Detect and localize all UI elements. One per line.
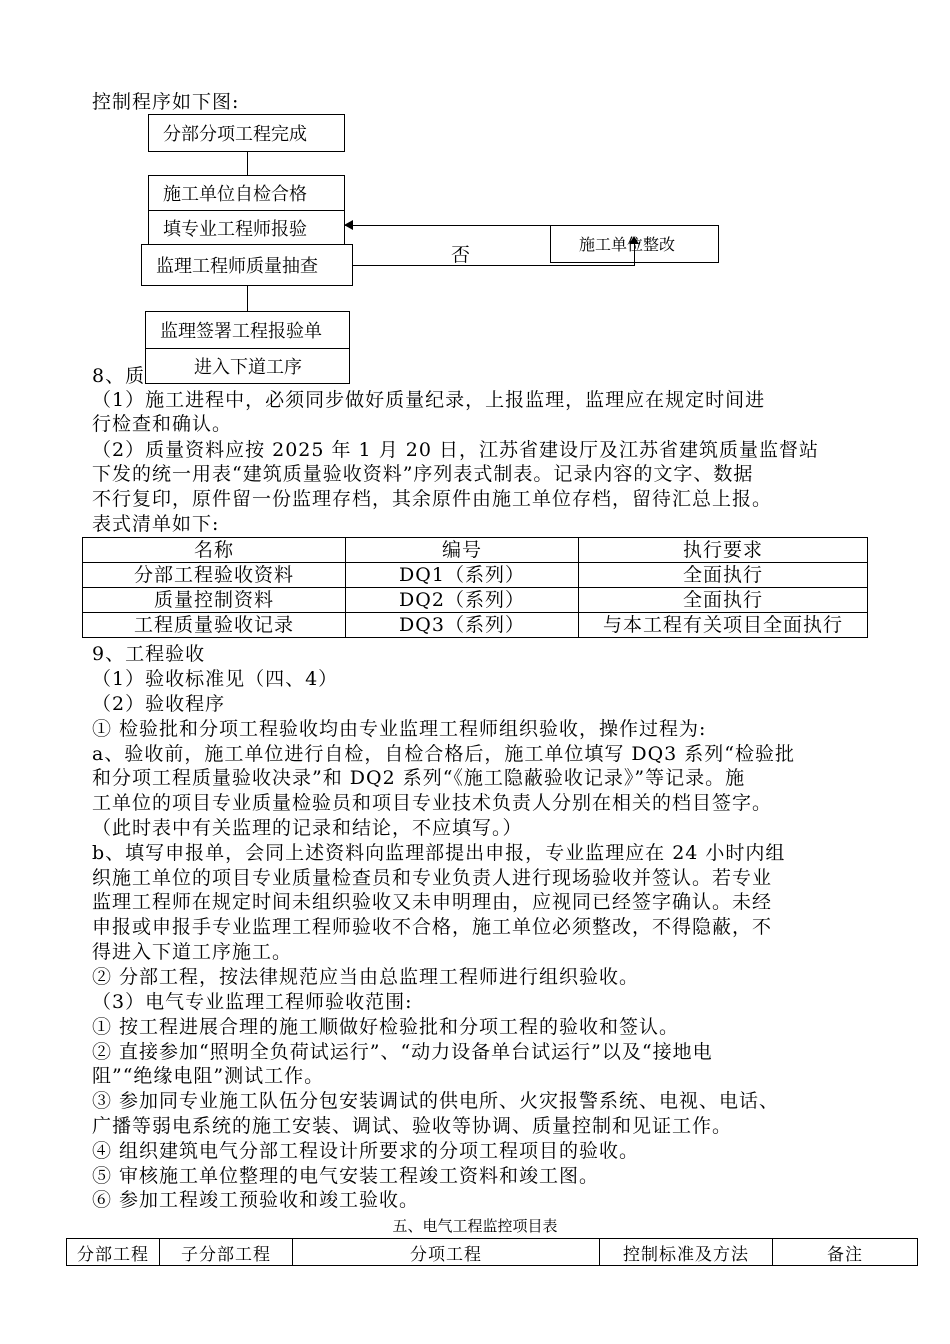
section9-line: ③ 参加同专业施工队伍分包安装调试的供电所、火灾报警系统、电视、电话、 [92,1090,780,1112]
table-row [83,563,868,588]
reject-line [353,265,635,266]
flow-no-label: 否 [451,244,471,266]
forms-table [82,537,868,638]
table-header-row [83,538,868,563]
header-standard: 控制标准及方法 [600,1239,773,1266]
section8-heading: 8、质 [92,365,146,387]
section9-line: 9、工程验收 [92,643,206,665]
header-name: 名称 [83,538,346,563]
table-cell: DQ1（系列） [346,563,579,588]
header-subdivision: 子分部工程 [160,1239,293,1266]
flow-step-selfcheck: 施工单位自检合格 [148,175,345,211]
section9-line: ④ 组织建筑电气分部工程设计所要求的分项工程项目的验收。 [92,1140,640,1162]
section9-line: 阻”“绝缘电阻”测试工作。 [92,1065,325,1087]
flowchart-intro: 控制程序如下图: [92,91,240,113]
table-cell: 工程质量验收记录 [83,613,346,638]
section9-line: a、验收前，施工单位进行自检，自检合格后，施工单位填写 DQ3 系列“检验批 [92,743,796,765]
section9-line: （1）验收标准见（四、4） [92,668,339,690]
section9-line: 和分项工程质量验收决录”和 DQ2 系列“《施工隐蔽验收记录》”等记录。施 [92,767,746,789]
section9-line: ② 分部工程，按法律规范应当由总监理工程师进行组织验收。 [92,966,640,988]
connector-2 [247,286,248,312]
section9-line: 工单位的项目专业质量检验员和项目专业技术负责人分别在相关的档目签字。 [92,792,773,814]
section9-line: ② 直接参加“照明全负荷试运行”、“动力设备单台试运行”以及“接地电 [92,1041,713,1063]
monitor-table [66,1238,918,1266]
header-division: 分部工程 [67,1239,160,1266]
header-code: 编号 [346,538,579,563]
header-remark: 备注 [773,1239,918,1266]
table-row [83,588,868,613]
return-line [345,225,551,226]
flow-step-rectify: 施工单位整改 [550,225,719,263]
flow-step-sign: 监理签署工程报验单 [145,311,350,349]
table-cell: 分部工程验收资料 [83,563,346,588]
section9-line: 广播等弱电系统的施工安装、调试、验收等协调、质量控制和见证工作。 [92,1115,733,1137]
section9-line: ① 检验批和分项工程验收均由专业监理工程师组织验收，操作过程为: [92,718,707,740]
header-item: 分项工程 [293,1239,600,1266]
flow-step-inspect: 监理工程师质量抽查 [141,244,353,286]
table-cell: 与本工程有关项目全面执行 [579,613,868,638]
section9-line: （3）电气专业监理工程师验收范围: [92,991,413,1013]
table-cell: 全面执行 [579,588,868,613]
section9-line: ⑥ 参加工程竣工预验收和竣工验收。 [92,1189,420,1211]
header-requirement: 执行要求 [579,538,868,563]
flow-step-submit: 填专业工程师报验 [148,210,345,245]
section9-line: 申报或申报手专业监理工程师验收不合格，施工单位必须整改，不得隐蔽，不 [92,916,773,938]
table-cell: 全面执行 [579,563,868,588]
section9-line: （2）验收程序 [92,693,226,715]
table-cell: DQ2（系列） [346,588,579,613]
section8-p2c: 不行复印，原件留一份监理存档，其余原件由施工单位存档，留待汇总上报。 [92,488,773,510]
table-cell: DQ3（系列） [346,613,579,638]
section8-p2d: 表式清单如下: [92,513,220,535]
section9-line: （此时表中有关监理的记录和结论，不应填写。） [92,817,523,839]
section8-p1a: （1）施工进程中，必须同步做好质量纪录，上报监理，监理应在规定时间进 [92,389,766,411]
arrow-left-icon [344,220,353,230]
section9-line: b、填写申报单，会同上述资料向监理部提出申报，专业监理应在 24 小时内组 [92,842,786,864]
section8-p2b: 下发的统一用表“建筑质量验收资料”序列表式制表。记录内容的文字、数据 [92,463,754,485]
table-cell: 质量控制资料 [83,588,346,613]
section9-line: 织施工单位的项目专业质量检查员和专业负责人进行现场验收并签认。若专业 [92,867,773,889]
flow-step-next: 进入下道工序 [145,348,350,384]
table-header-row [67,1239,918,1266]
section9-line: 监理工程师在规定时间未组织验收又未申明理由，应视同已经签字确认。未经 [92,891,773,913]
section9-line: 得进入下道工序施工。 [92,941,293,963]
table-row [83,613,868,638]
section9-line: ① 按工程进展合理的施工顺做好检验批和分项工程的验收和签认。 [92,1016,680,1038]
section9-line: ⑤ 审核施工单位整理的电气安装工程竣工资料和竣工图。 [92,1165,600,1187]
flow-step-complete: 分部分项工程完成 [148,114,345,152]
section5-title: 五、电气工程监控项目表 [392,1217,558,1235]
section8-p1b: 行检查和确认。 [92,413,233,435]
connector-1 [247,150,248,176]
section8-p2a: （2）质量资料应按 2025 年 1 月 20 日，江苏省建设厅及江苏省建筑质量监督站 [92,439,819,461]
